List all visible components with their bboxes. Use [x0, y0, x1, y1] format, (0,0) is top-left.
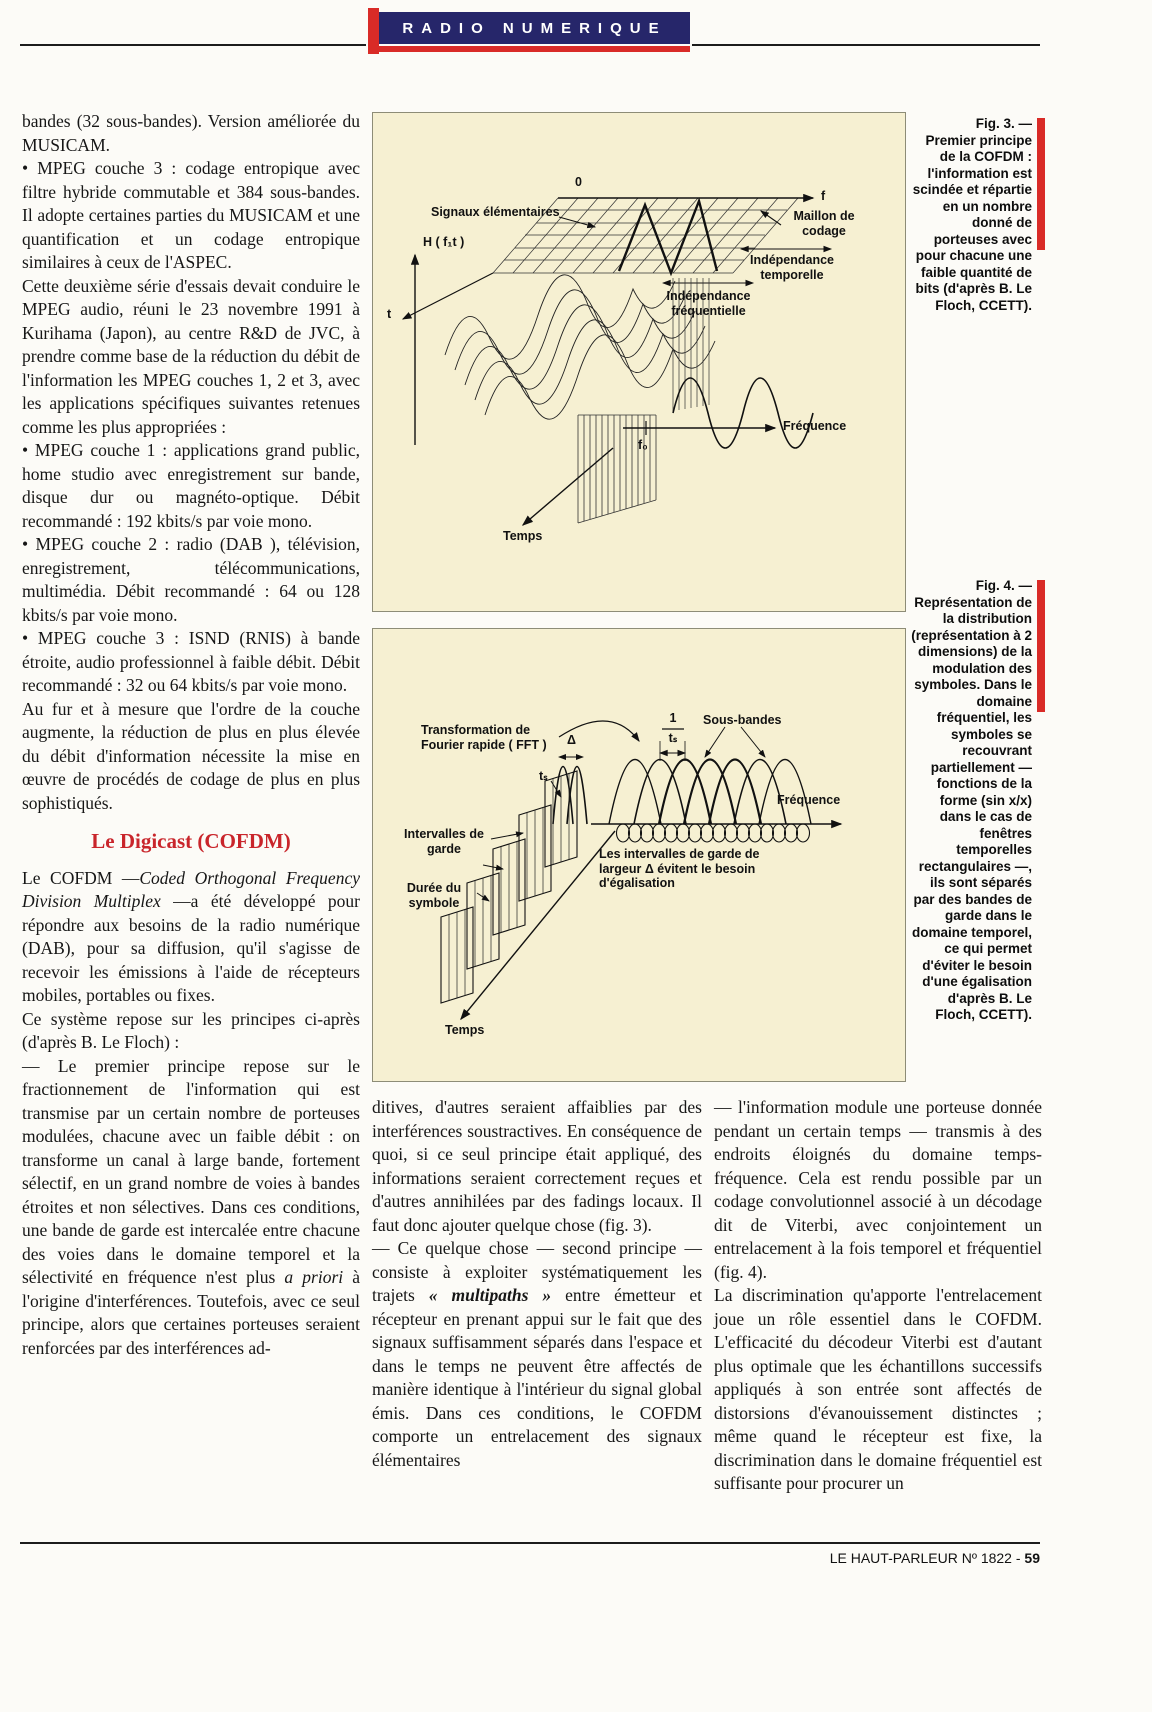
fig3-label-f: f — [821, 189, 826, 203]
middle-column — [372, 1096, 702, 1472]
paragraph: Ce système repose sur les principes ci-après (d'après B. Le Floch) : — [22, 1008, 360, 1052]
italic-run: Coded Orthogonal Frequency Division Multiplex — [22, 867, 360, 911]
paragraph: • MPEG couche 2 : radio (DAB ), télévision, enregistrement, télécommunications, multimédia. Débit recommandé : 64 ou 128 kbits/s par voie mono. — [22, 534, 360, 625]
paragraph — [22, 1055, 360, 1361]
fig4-caption-body: Représentation de la distribution (représentation à 2 dimensions) de la modulation des symboles. Dans le domaine fréquentiel, les symboles se recouvrant partiellement — fonctions de la forme (sin x/x) dans le cas de fenêtres temporelles rectangulaires —, ils sont séparés par des bandes de garde dans le domaine temporel, ce qui permet d'éviter le besoin d'une égalisation d'après B. Le Floch, CCETT). — [911, 594, 1032, 1022]
section-heading: Le Digicast (COFDM) — [91, 829, 291, 853]
fig3-label-indep-freq: Indépendance fréquentielle — [666, 289, 751, 318]
banner-title: RADIO NUMERIQUE — [379, 12, 690, 44]
text-run: Le COFDM — — [22, 867, 140, 888]
fig3-caption-accent-bar — [1037, 118, 1045, 250]
left-column — [22, 110, 360, 1360]
fig4-caption-title: Fig. 4. — — [975, 578, 1032, 593]
text-run: — Ce quelque chose — second principe — consiste à exploiter systématiquement les trajets — [372, 1238, 702, 1305]
paragraph — [372, 1237, 702, 1472]
paragraph: Cette deuxième série d'essais devait conduire le MPEG audio, réuni le 23 novembre 1991 à Kurihama (Japon), au centre R&D de JVC, à prendre comme base de la réduction du débit de l'information les MPEG couches 1, 2 et 3, avec les applications spécifiques suivantes retenues comme les plus appropriées : — [22, 275, 360, 437]
fig3-label-zero: 0 — [575, 175, 582, 189]
fig4-label-ts: tₛ — [668, 731, 678, 745]
text-run: entre émetteur et récepteur en prenant appui sur le fait que des signaux suffisamment séparés dans l'espace et dans le temps ne peuvent être affectés de manière identique à l'intérieur du signal global émis. Dans ces conditions, le COFDM comporte un entrelacement des signaux élémentaires — [372, 1285, 702, 1470]
fig3-label-t: t — [387, 307, 392, 321]
footer-rule — [20, 1542, 1040, 1544]
fig4-label-ts-left: tₛ — [539, 769, 548, 783]
footer-text — [600, 1550, 1040, 1566]
fig3-label-indep-temp: Indépendance temporelle — [749, 253, 835, 282]
fig4-label-note: Les intervalles de garde de largeur Δ évitent le besoin d'égalisation — [599, 847, 760, 890]
right-column — [714, 1096, 1042, 1496]
fig4-label-duree: Durée du symbole — [406, 881, 462, 910]
paragraph: Au fur et à mesure que l'ordre de la couche augmente, la réduction de plus en plus élevée du débit d'information nécessite la mise en œuvre de procédés de codage de plus en plus sophistiqués. — [22, 698, 360, 813]
fig4-label-sous-bandes: Sous-bandes — [703, 713, 782, 727]
fig4-label-fft: Transformation de Fourier rapide ( FFT ) — [421, 723, 547, 752]
fig4-label-frequence: Fréquence — [777, 793, 841, 807]
fig3-drawing — [373, 113, 903, 609]
figure-3 — [372, 112, 906, 612]
fig3-label-signaux: Signaux élémentaires — [431, 205, 560, 219]
figure-4 — [372, 628, 906, 1082]
fig3-label-h-axis: H ( f₁t ) — [423, 235, 465, 249]
fig4-caption-accent-bar — [1037, 580, 1045, 712]
fig3-caption — [912, 116, 1032, 314]
fig3-caption-body: Premier principe de la COFDM : l'information est scindée et répartie en un nombre donné de porteuses avec pour chacune une faible quantité de bits (d'après B. Le Floch, CCETT). — [912, 132, 1032, 313]
fig3-caption-title: Fig. 3. — — [975, 116, 1032, 131]
paragraph: ditives, d'autres seraient affaiblies par des interférences soustractives. En conséquence de quoi, si ce seul principe était appliqué, des informations seraient correctement reçues et d'autres annihilées par des fadings locaux. Il faut donc ajouter quelque chose (fig. 3). — [372, 1097, 702, 1235]
footer-page-number: 59 — [1024, 1550, 1040, 1566]
italic-run: « multipaths » — [428, 1285, 552, 1305]
paragraph: La discrimination qu'apporte l'entrelacement joue un rôle essentiel dans le COFDM. L'efficacité du décodeur Viterbi est d'autant plus optimale que les échantillons successifs appliqués à son entrée sont affectés de distorsions d'évanouissement distinctes ; même quand le récepteur est fixe, la discrimination dans le domaine fréquentiel est suffisante pour procurer un — [714, 1285, 1042, 1493]
banner-underline — [379, 46, 690, 52]
fig4-label-temps: Temps — [445, 1023, 485, 1037]
text-run: — Le premier principe repose sur le fractionnement de l'information qui est transmise par un certain nombre de porteuses modulées, chacune avec un faible débit : on transforme un canal à large bande, fortement sélectif, en un grand nombre de voies à bandes étroites et non sélectives. Dans ces conditions, une bande de garde est intercalée entre chacune des voies dans le domaine temporel et la sélectivité en fréquence n'est plus — [22, 1055, 360, 1287]
paragraph: • MPEG couche 1 : applications grand public, home studio avec enregistrement sur bande, disque dur ou magnéto-optique. Débit recommandé : 192 kbits/s par voie mono. — [22, 440, 360, 531]
fig3-label-f0: f₀ — [638, 438, 648, 452]
header-rule-right — [692, 44, 1040, 46]
header-rule-left — [20, 44, 366, 46]
paragraph — [22, 867, 360, 1008]
fig4-label-one: 1 — [669, 711, 677, 725]
text-run: à l'origine d'interférences. Toutefois, avec ce seul principe, alors que certaines porteuses seraient renforcées par des interférences ad- — [22, 1267, 360, 1358]
paragraph: bandes (32 sous-bandes). Version améliorée du MUSICAM. — [22, 111, 360, 155]
fig3-label-maillon: Maillon de codage — [793, 209, 855, 238]
banner-red-bar — [368, 8, 379, 54]
fig3-label-temps: Temps — [503, 529, 543, 543]
fig4-label-delta: Δ — [567, 733, 576, 747]
fig4-label-intervalles: Intervalles de garde — [404, 827, 484, 856]
paragraph: • MPEG couche 3 : codage entropique avec filtre hybride commutable et 384 sous-bandes. Il adopte certaines parties du MUSICAM et une quantification et un codage entropique similaires à ceux de l'ASPEC. — [22, 158, 360, 272]
text-run: —a été développé pour répondre aux besoins de la radio numérique (DAB), pour sa diffusion, qu'il s'agisse de recevoir les émissions à l'aide de récepteurs mobiles, portables ou fixes. — [22, 891, 360, 1005]
section-banner — [368, 8, 690, 54]
footer-magazine-name: LE HAUT-PARLEUR Nº 1822 - — [829, 1550, 1025, 1566]
fig3-label-frequence: Fréquence — [783, 419, 847, 433]
fig4-caption — [910, 578, 1032, 1024]
paragraph: — l'information module une porteuse donnée pendant un certain temps — transmis à des endroits éloignés du domaine temps-fréquence. Cela est rendu possible par un codage convolutionnel associé à un décodage dit de Viterbi, avec conjointement un entrelacement à la fois temporel et fréquentiel (fig. 4). — [714, 1097, 1042, 1282]
italic-run: a priori — [284, 1267, 344, 1287]
paragraph: • MPEG couche 3 : ISND (RNIS) à bande étroite, audio professionnel à faible débit. Débit recommandé : 32 ou 64 kbits/s par voie mono. — [22, 628, 360, 695]
